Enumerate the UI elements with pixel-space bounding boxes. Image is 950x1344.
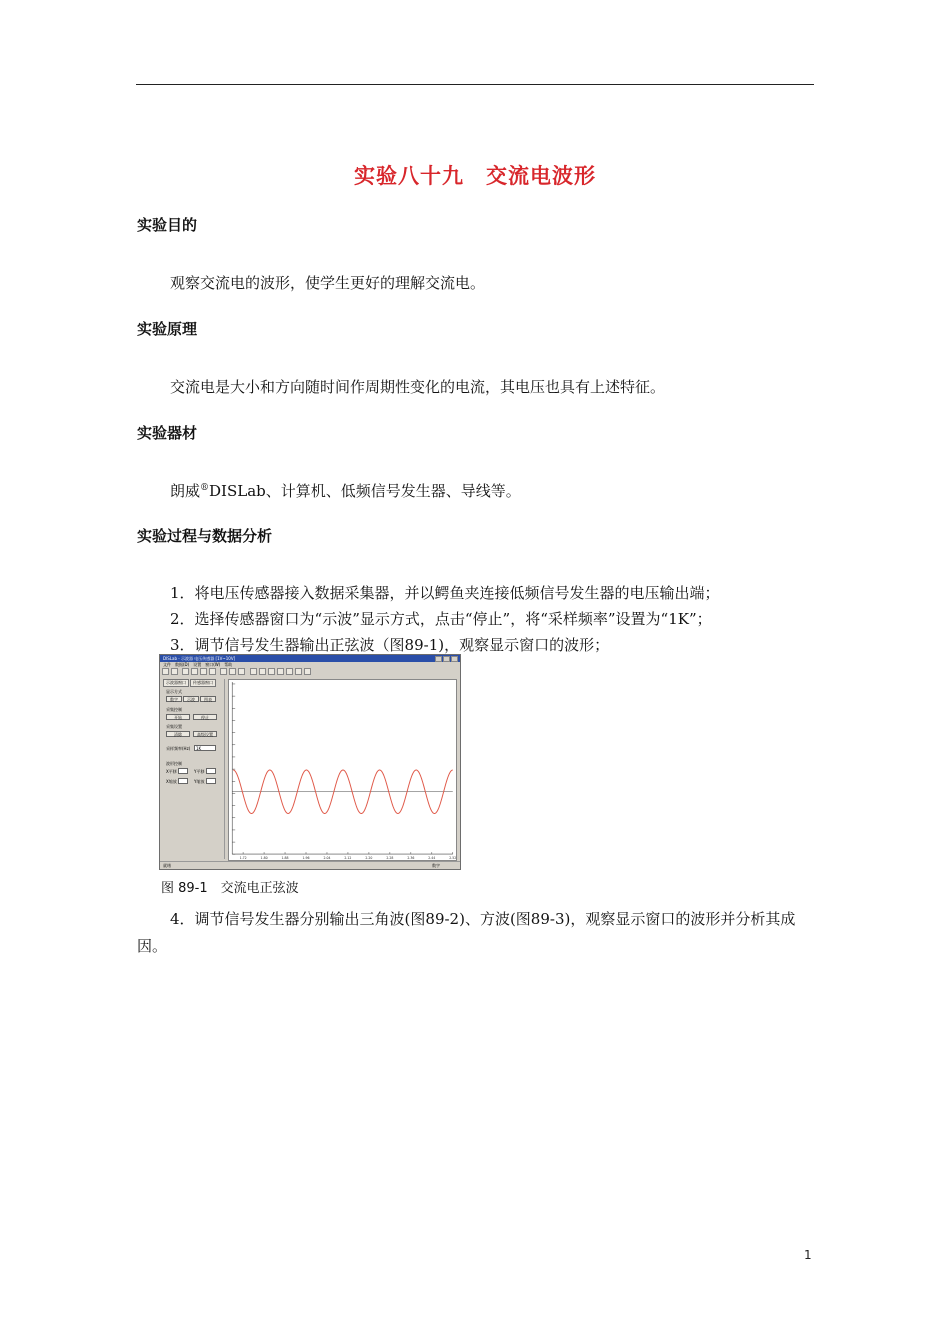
y-ticks [232,684,235,854]
toolbar-icon-8 [229,668,236,675]
toolbar-icon-13 [277,668,284,675]
oscilloscope-graph [228,679,457,861]
tab-oscilloscope: 示波器窗口 [163,679,189,687]
step-3: 3．调节信号发生器输出正弦波（图89-1)，观察显示窗口的波形； [170,636,610,654]
x-ticks [240,852,457,860]
menu-file: 文件 [163,662,171,667]
stop-button: 停止 [193,714,217,720]
x-tick-label: 2.04 [323,856,331,861]
toolbar-icon-14 [286,668,293,675]
x-tick-label: 1.96 [302,856,310,861]
section-heading-purpose: 实验目的 [137,216,198,234]
sweep-control-label: 波形控制 [166,761,182,766]
toolbar-icon-3 [182,668,189,675]
status-text: 就绪 [163,863,171,868]
toolbar-icon-6 [209,668,216,675]
toolbar-icon-7 [220,668,227,675]
tab-sensor: 传感器窗口 [190,679,216,687]
menu-data: 数据(D) [175,662,190,667]
step-4: 4．调节信号发生器分别输出三角波(图89-2)、方波(图89-3)，观察显示窗口的波形并分析其成因。 [137,910,796,955]
section-text-principle: 交流电是大小和方向随时间作周期性变化的电流，其电压也具有上述特征。 [170,378,666,396]
x-shift-stepper [178,768,188,774]
equipment-text-after: DISLab、计算机、低频信号发生器、导线等。 [209,482,521,500]
step-1: 1．将电压传感器接入数据采集器，并以鳄鱼夹连接低频信号发生器的电压输出端； [170,584,720,602]
x-shift-label: X平移 [166,769,177,774]
section-heading-procedure: 实验过程与数据分析 [137,527,273,545]
toolbar-icon-1 [162,668,169,675]
toolbar-icon-9 [238,668,245,675]
mode-chart-button: 图表 [200,696,216,702]
app-window-title: DISLab - 示波器 电压传感器 [1V~10V] [163,656,236,661]
section-text-equipment [170,480,521,501]
page-number: 1 [804,1248,812,1262]
control-panel [162,679,225,859]
section-heading-equipment: 实验器材 [137,424,198,442]
toolbar-icon-12 [268,668,275,675]
x-tick-label: 1.88 [281,856,289,861]
app-titlebar [160,655,460,662]
x-tick-label: 2.28 [386,856,394,861]
toolbar-icon-11 [259,668,266,675]
start-button: 开始 [166,714,190,720]
toolbar-icon-2 [171,668,178,675]
toolbar-icon-5 [200,668,207,675]
figure-caption: 图 89-1 交流电正弦波 [161,881,299,896]
x-tick-label: 2.52 [449,856,457,861]
y-zoom-label: Y缩放 [194,779,205,784]
toolbar-icon-4 [191,668,198,675]
status-mode: 数字 [432,863,440,868]
figure-89-1-screenshot [159,654,461,870]
y-zoom-stepper [206,778,216,784]
section-text-purpose: 观察交流电的波形，使学生更好的理解交流电。 [170,274,486,292]
display-mode-label: 显示方式 [166,689,182,694]
x-tick-label: 2.12 [344,856,352,861]
sample-rate-field: 1K [194,745,216,751]
y-shift-label: Y平移 [194,769,205,774]
toolbar-icon-15 [295,668,302,675]
header-rule [136,84,814,85]
clear-button: 清除 [166,731,190,737]
x-tick-label: 2.44 [428,856,436,861]
panel-tabs [163,679,217,686]
x-tick-label: 1.72 [239,856,247,861]
advanced-button: 高级设置 [193,731,217,737]
section-heading-principle: 实验原理 [137,320,198,338]
menu-window: 窗口(W) [205,662,221,667]
page-title: 实验八十九 交流电波形 [354,164,596,188]
x-tick-label: 1.80 [260,856,268,861]
mode-digital-button: 数字 [166,696,182,702]
app-statusbar [160,861,460,869]
mode-scope-button: 示波 [183,696,199,702]
x-tick-label: 2.36 [407,856,415,861]
sample-rate-label: 采样频率(Hz) [166,746,191,751]
x-tick-label: 2.20 [365,856,373,861]
toolbar-icon-16 [304,668,311,675]
x-zoom-stepper [178,778,188,784]
registered-mark: ® [200,483,210,493]
equipment-text-before: 朗威 [170,482,201,500]
toolbar-icon-10 [250,668,257,675]
sample-control-label: 采集控制 [166,707,182,712]
y-shift-stepper [206,768,216,774]
menu-help: 帮助 [224,662,233,667]
x-zoom-label: X缩放 [166,779,177,784]
step-2: 2．选择传感器窗口为“示波”显示方式，点击“停止”，将“采样频率”设置为“1K”； [170,610,712,628]
sample-setting-label: 采集设置 [166,724,182,729]
menu-settings: 设置 [193,662,202,667]
